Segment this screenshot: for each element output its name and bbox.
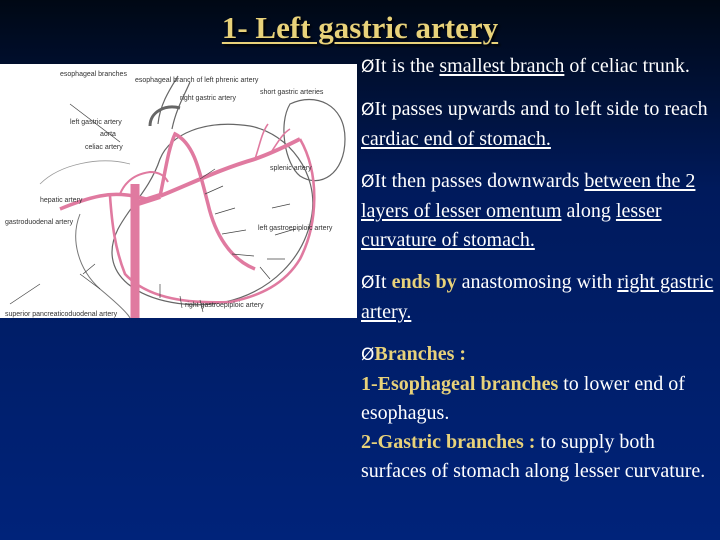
slide-title: 1- Left gastric artery [221, 10, 499, 45]
branch-esophageal-label: 1-Esophageal branches [361, 373, 559, 395]
arrow-bullet-icon: Ø [361, 100, 375, 120]
label-esophageal-branches: esophageal branches [60, 71, 127, 78]
branch-gastric-label: 2-Gastric branches : [361, 431, 536, 453]
arrow-bullet-icon: Ø [361, 345, 375, 365]
left-gastric-artery [160, 134, 255, 269]
bullet-smallest-branch [361, 52, 717, 82]
bullet-underlined-text: between the 2 layers of lesser omentum [361, 170, 696, 222]
bullet-underlined-text: smallest branch [439, 55, 565, 77]
bullet-highlight-text: ends by [391, 271, 457, 293]
bullet-passes-upwards [361, 95, 717, 154]
bullet-text: It passes upwards and to left side to reach [374, 98, 708, 120]
label-gastroduodenal-artery: gastroduodenal artery [5, 219, 74, 226]
bullet-passes-downwards [361, 167, 717, 255]
arrow-bullet-icon: Ø [361, 57, 375, 77]
bullet-branches [361, 340, 717, 486]
bullet-text: It then passes downwards [374, 170, 585, 192]
label-left-gastric-artery: left gastric artery [70, 119, 122, 126]
label-hepatic-artery: hepatic artery [40, 197, 83, 204]
bullet-text: of celiac trunk. [564, 55, 690, 77]
label-short-gastric-arteries: short gastric arteries [260, 89, 324, 96]
bullet-ends-by [361, 268, 717, 327]
branch-esophageal-text: to lower end of esophagus. [361, 373, 685, 424]
label-left-gastroepiploic: left gastroepiploic artery [258, 225, 333, 232]
label-right-gastroepiploic: right gastroepiploic artery [185, 302, 264, 309]
arrow-bullet-icon: Ø [361, 172, 375, 192]
label-esophageal-branch-phrenic: esophageal branch of left phrenic artery [135, 77, 259, 84]
branches-heading: Branches : [374, 343, 467, 365]
bullet-underlined-text: lesser curvature of stomach. [361, 200, 662, 251]
label-splenic-artery: splenic artery [270, 165, 312, 172]
arrow-bullet-icon: Ø [361, 273, 375, 293]
bullet-list [361, 52, 717, 486]
bullet-underlined-text: cardiac end of stomach. [361, 128, 551, 150]
anatomy-diagram [0, 64, 357, 318]
bullet-text: It is the [374, 55, 440, 77]
label-superior-pancreaticoduodenal: superior pancreaticoduodenal artery [5, 311, 118, 318]
label-celiac-artery: celiac artery [85, 144, 123, 151]
branch-gastric-text: to supply both surfaces of stomach along lesser curvature. [361, 431, 706, 482]
bullet-text: along [561, 200, 616, 222]
label-aorta: aorta [100, 131, 116, 138]
label-right-gastric-artery: right gastric artery [180, 95, 237, 102]
bullet-text: anastomosing with [456, 271, 618, 293]
bullet-underlined-text: right gastric artery. [361, 271, 714, 323]
bullet-text: It [374, 271, 392, 293]
